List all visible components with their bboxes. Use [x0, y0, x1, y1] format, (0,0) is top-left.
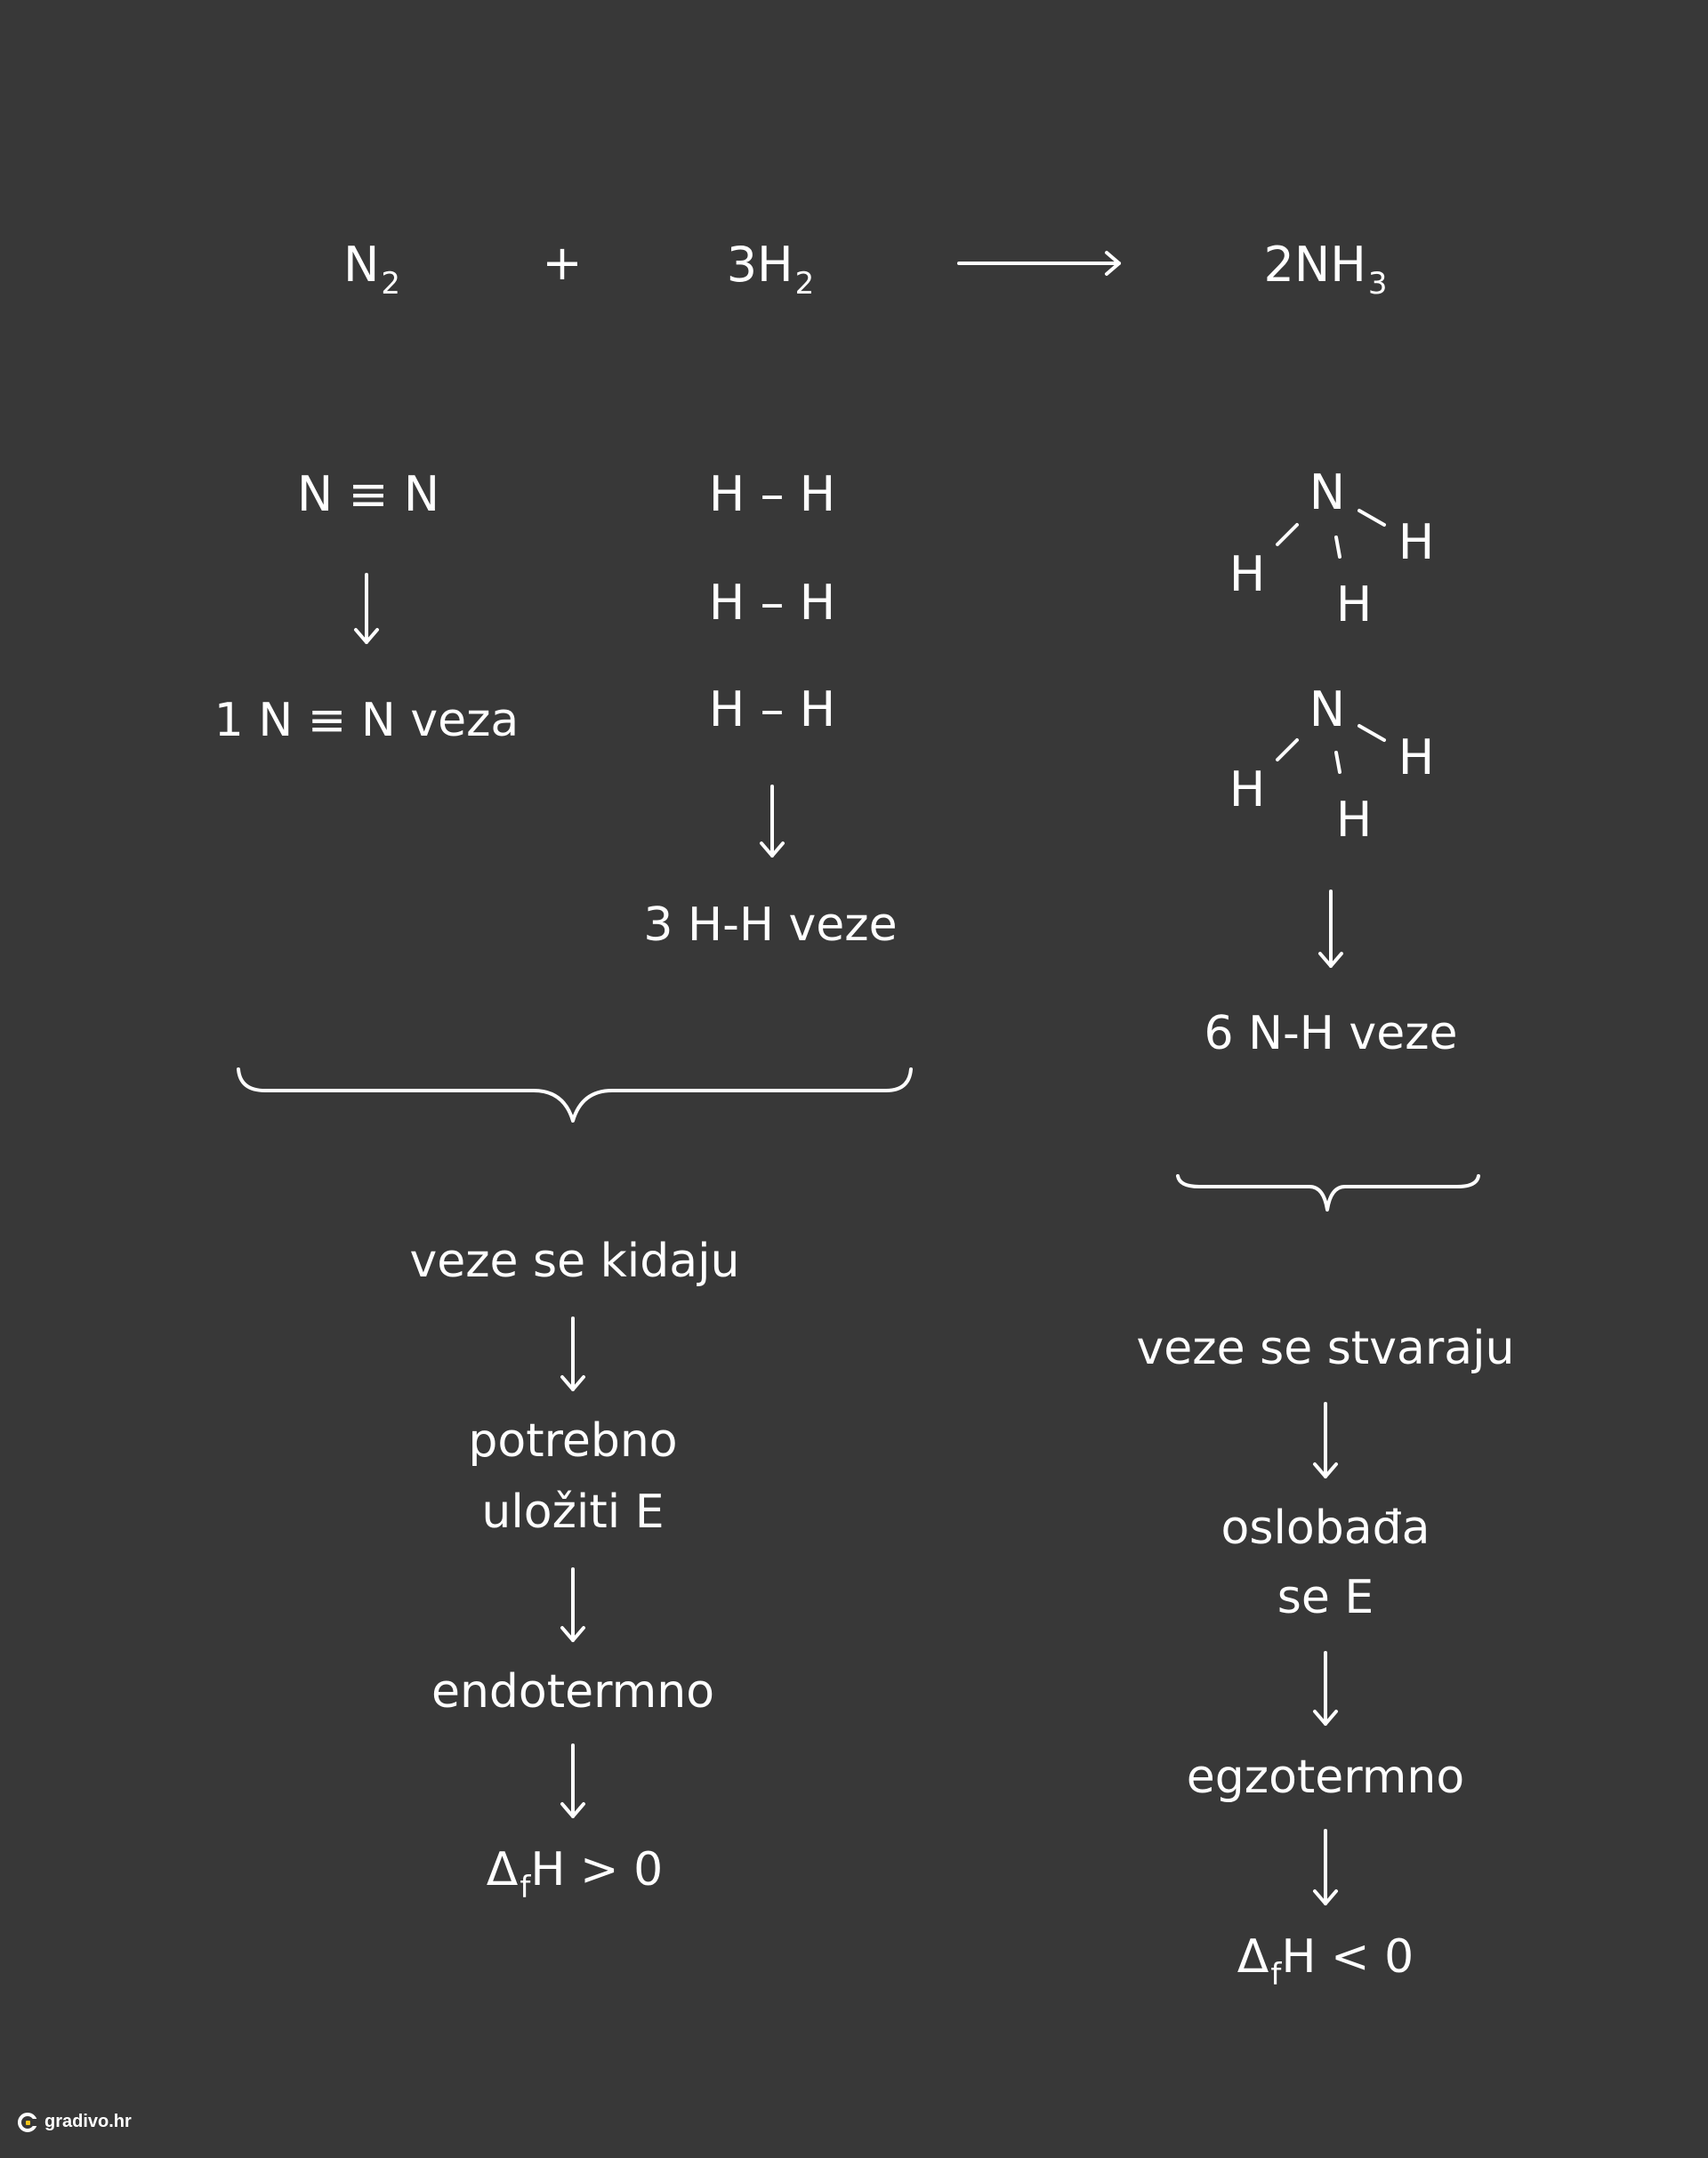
nh3-2-n-atom: N	[1309, 681, 1346, 737]
gradivo-logo-icon	[18, 2113, 37, 2132]
enthalpy-positive: $\Delta_fH > 0$	[486, 1843, 664, 1905]
enthalpy-negative: $\Delta_fH < 0$	[1237, 1930, 1414, 1993]
energy-released-line2: se E	[1277, 1571, 1374, 1624]
reaction-arrow	[959, 253, 1119, 274]
gradivo-logo-text: gradivo.hr	[44, 2112, 132, 2131]
arrow-down-h2	[761, 786, 783, 856]
nh3-2-h-bottom: H	[1335, 792, 1373, 848]
h2-bond-count: 3 H-H veze	[643, 898, 898, 952]
bonds-broken-label: veze se kidaju	[409, 1235, 740, 1288]
h2-structure-1: H – H	[708, 466, 836, 522]
arrow-down-left-3	[562, 1745, 584, 1816]
arrow-down-n2	[356, 575, 377, 642]
nh3-2-bond-right	[1359, 726, 1384, 740]
nh3-2-h-left: H	[1229, 761, 1266, 817]
product-nh3: $2NH_3$	[1263, 237, 1388, 302]
arrow-down-nh3	[1320, 891, 1341, 966]
exothermic-label: egzotermno	[1186, 1751, 1465, 1804]
nh3-2-h-right: H	[1398, 729, 1435, 785]
h2-structure-2: H – H	[708, 575, 836, 631]
nh3-1-bond-right	[1359, 511, 1384, 525]
brace-reactants	[238, 1069, 911, 1121]
nh3-1-bond-left	[1277, 525, 1297, 544]
nh3-bond-count: 6 N-H veze	[1204, 1007, 1458, 1060]
reactant-n2: $N_2$	[342, 237, 401, 302]
nh3-1-h-left: H	[1229, 546, 1266, 602]
n2-bond-count: 1 N ≡ N veza	[214, 694, 520, 747]
plus-sign: +	[542, 235, 583, 291]
brace-products	[1178, 1176, 1478, 1210]
nh3-1-n-atom: N	[1309, 464, 1346, 520]
endothermic-label: endotermno	[431, 1665, 715, 1719]
bonds-formed-label: veze se stvaraju	[1136, 1322, 1515, 1375]
nh3-1-h-right: H	[1398, 514, 1435, 570]
reactant-h2: $3H_2$	[726, 237, 815, 302]
gradivo-logo[interactable]	[18, 2112, 132, 2132]
arrow-down-right-3	[1315, 1831, 1336, 1904]
nh3-1-h-bottom: H	[1335, 576, 1373, 632]
arrow-down-left-2	[562, 1569, 584, 1640]
nh3-2-bond-left	[1277, 740, 1297, 760]
n2-triple-bond-structure: N ≡ N	[296, 466, 440, 522]
arrow-down-left-1	[562, 1318, 584, 1389]
arrow-down-right-1	[1315, 1404, 1336, 1477]
h2-structure-3: H – H	[708, 681, 836, 737]
nh3-2-bond-bottom	[1336, 753, 1340, 772]
energy-released-line1: oslobađa	[1221, 1502, 1430, 1555]
energy-required-line1: potrebno	[468, 1414, 678, 1468]
nh3-1-bond-bottom	[1336, 537, 1340, 557]
arrow-down-right-2	[1315, 1653, 1336, 1724]
energy-required-line2: uložiti E	[481, 1486, 665, 1539]
